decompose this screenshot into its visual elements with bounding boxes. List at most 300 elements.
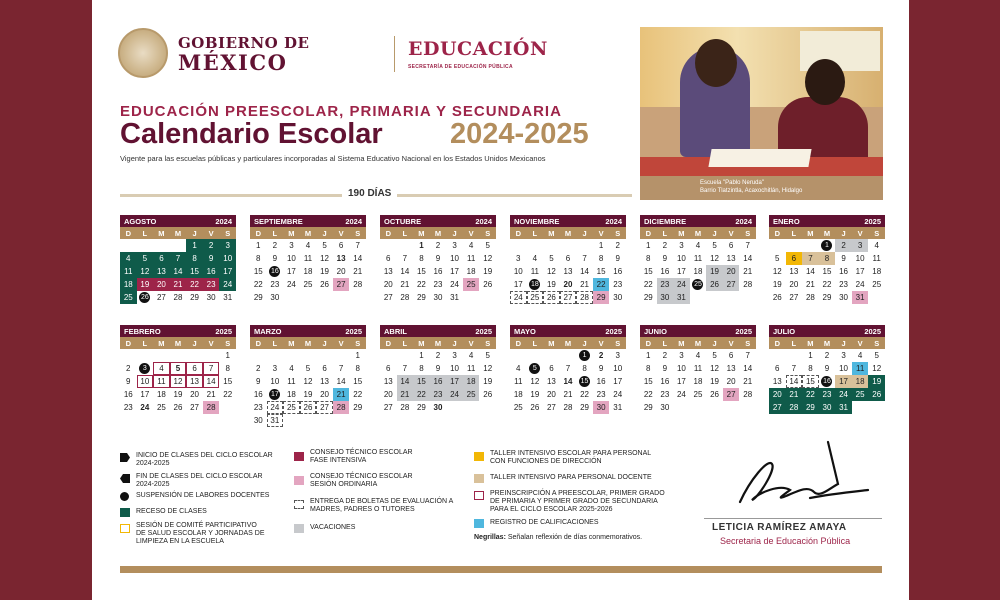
day-cell: 15	[253, 267, 263, 276]
day-cell: 8	[419, 254, 424, 263]
day-cell	[137, 362, 154, 375]
month-marzo	[250, 325, 366, 427]
weekday-header	[769, 227, 885, 239]
day-cell: 25	[527, 291, 544, 304]
day-cell	[527, 278, 544, 291]
day-cell: 17	[140, 390, 150, 399]
days-bar	[120, 188, 632, 202]
day-cell: 13	[546, 377, 556, 386]
logo-divider	[394, 36, 395, 72]
day-cell: 27	[316, 401, 333, 414]
day-cell: 2	[615, 241, 620, 250]
day-cell: 6	[338, 241, 344, 250]
day-cell: 7	[402, 364, 408, 373]
weekday-label: D	[255, 338, 261, 348]
logo-dependencia-sub: SECRETARÍA DE EDUCACIÓN PÚBLICA	[408, 64, 513, 70]
day-cell: 20	[336, 267, 346, 276]
day-cell: 4	[289, 364, 294, 373]
day-cell: 31	[267, 414, 284, 427]
day-cell: 16	[839, 267, 849, 276]
day-cell: 7	[745, 351, 750, 360]
taller-direccion-swatch	[474, 452, 484, 461]
weekday-label: L	[402, 228, 408, 238]
month-name: JUNIO	[644, 326, 667, 336]
photo-paper	[708, 149, 811, 167]
empty-cell	[170, 239, 187, 252]
day-cell: 1	[598, 241, 604, 250]
day-cell: 14	[400, 267, 410, 276]
photo-girl-head	[695, 39, 737, 87]
legend-taller-docente: TALLER INTENSIVO PARA PERSONAL DOCENTE	[490, 474, 652, 481]
day-cell: 17	[450, 267, 460, 276]
day-cell: 8	[256, 254, 261, 263]
day-cell: 17	[613, 377, 623, 386]
day-cell: 24	[140, 403, 150, 412]
day-cell: 11	[153, 375, 170, 388]
day-cell: 27	[383, 293, 393, 302]
day-cell: 1	[419, 351, 424, 360]
day-grid	[510, 239, 626, 304]
month-year: 2025	[605, 326, 622, 336]
day-number: 15	[580, 378, 589, 385]
day-cell: 21	[563, 390, 573, 399]
weekday-label: M	[304, 338, 312, 348]
legend-negrillas-label: Negrillas:	[474, 534, 506, 541]
day-cell: 26	[530, 403, 540, 412]
day-cell	[267, 265, 284, 278]
weekday-header	[380, 337, 496, 349]
weekday-label: V	[857, 228, 863, 238]
month-septiembre	[250, 215, 366, 304]
day-cell: 14	[203, 375, 220, 388]
vacaciones-swatch	[294, 524, 304, 533]
day-cell: 14	[563, 377, 573, 386]
weekday-label: D	[774, 228, 780, 238]
day-cell: 27	[190, 403, 200, 412]
weekday-label: S	[615, 338, 621, 348]
days-count: 190 DÍAS	[342, 188, 397, 199]
day-cell: 27	[723, 278, 740, 291]
day-cell: 11	[693, 364, 703, 373]
day-cell: 15	[413, 375, 430, 388]
empty-cell	[153, 349, 170, 362]
empty-cell	[267, 349, 284, 362]
day-cell: 12	[170, 375, 187, 388]
month-mayo	[510, 325, 626, 414]
legend-cte-ordinaria: CONSEJO TÉCNICO ESCOLAR SESIÓN ORDINARIA	[310, 473, 413, 488]
preinscripcion-swatch	[474, 491, 484, 500]
weekday-label: J	[712, 228, 717, 238]
day-cell: 30	[270, 293, 280, 302]
day-cell: 12	[303, 377, 313, 386]
empty-cell	[203, 349, 220, 362]
day-cell: 30	[206, 293, 216, 302]
day-cell: 25	[303, 280, 313, 289]
day-cell: 12	[530, 377, 540, 386]
day-cell: 24	[446, 388, 463, 401]
weekday-label: M	[434, 228, 442, 238]
day-cell: 15	[223, 377, 233, 386]
day-cell: 27	[156, 293, 166, 302]
month-noviembre	[510, 215, 626, 304]
day-cell: 22	[416, 280, 426, 289]
day-cell: 22	[353, 390, 363, 399]
day-cell: 11	[466, 254, 476, 263]
day-cell: 12	[546, 267, 556, 276]
month-header	[769, 215, 885, 227]
day-cell: 16	[660, 267, 670, 276]
day-cell: 8	[819, 252, 836, 265]
empty-cell	[120, 349, 137, 362]
month-header	[250, 325, 366, 337]
day-number: 16	[823, 378, 831, 385]
day-cell: 26	[173, 403, 183, 412]
day-grid	[640, 349, 756, 414]
day-cell: 11	[852, 362, 869, 375]
day-cell: 16	[253, 390, 263, 399]
weekday-label: V	[338, 338, 344, 348]
day-cell: 16	[123, 390, 133, 399]
day-cell: 28	[400, 293, 410, 302]
day-cell: 4	[874, 241, 879, 250]
day-cell: 21	[743, 377, 753, 386]
month-header	[250, 215, 366, 227]
day-cell: 4	[695, 351, 701, 360]
header-vigencia: Vigente para las escuelas públicas y particulares incorporadas al Sistema Educativo Nacional en los Estados Unidos Mexicanos	[120, 154, 546, 163]
month-header	[380, 325, 496, 337]
day-number: 17	[270, 391, 279, 398]
weekday-header	[380, 227, 496, 239]
month-name: DICIEMBRE	[644, 216, 687, 226]
legend-boletas: ENTREGA DE BOLETAS DE EVALUACIÓN A MADRES, PADRES O TUTORES	[310, 498, 453, 513]
empty-cell	[397, 239, 414, 252]
day-cell	[576, 349, 593, 362]
day-cell: 18	[303, 267, 313, 276]
day-grid	[120, 349, 236, 414]
signature-line	[704, 518, 882, 519]
day-cell: 2	[272, 241, 278, 250]
month-abril	[380, 325, 496, 414]
day-cell: 22	[643, 390, 653, 399]
day-cell: 28	[563, 403, 573, 412]
empty-cell	[397, 349, 414, 362]
day-cell: 17	[676, 267, 686, 276]
day-grid	[250, 239, 366, 304]
empty-cell	[380, 349, 397, 362]
day-cell: 1	[419, 241, 424, 250]
day-cell: 23	[433, 280, 443, 289]
weekday-label: M	[694, 338, 702, 348]
day-cell: 23	[270, 280, 280, 289]
day-cell: 9	[272, 254, 278, 263]
day-cell: 21	[805, 280, 815, 289]
fin-icon	[120, 474, 130, 483]
weekday-label: M	[807, 338, 814, 348]
day-cell: 10	[613, 364, 623, 373]
day-cell: 8	[598, 254, 604, 263]
day-cell: 25	[156, 403, 166, 412]
empty-cell	[560, 239, 577, 252]
day-cell: 14	[397, 375, 414, 388]
weekday-label: V	[728, 338, 734, 348]
day-cell: 17	[446, 375, 463, 388]
day-cell: 13	[726, 364, 736, 373]
day-cell: 19	[303, 390, 313, 399]
day-cell: 11	[693, 254, 703, 263]
day-grid	[510, 349, 626, 414]
day-cell: 18	[156, 390, 166, 399]
day-cell: 27	[333, 278, 350, 291]
weekday-header	[640, 337, 756, 349]
day-cell: 29	[643, 403, 653, 412]
day-cell: 13	[336, 254, 346, 263]
day-cell: 13	[383, 377, 393, 386]
day-cell: 26	[300, 401, 317, 414]
day-cell: 5	[485, 351, 490, 360]
weekday-label: J	[322, 338, 327, 348]
weekday-label: M	[807, 228, 814, 238]
weekday-label: J	[582, 338, 587, 348]
weekday-header	[640, 227, 756, 239]
day-cell: 17	[835, 375, 852, 388]
weekday-label: D	[645, 228, 651, 238]
day-cell: 10	[450, 254, 460, 263]
weekday-label: L	[402, 338, 408, 348]
day-cell: 21	[743, 267, 753, 276]
weekday-label: L	[791, 338, 797, 348]
empty-cell	[300, 349, 317, 362]
day-cell: 3	[452, 241, 457, 250]
day-cell: 29	[580, 403, 590, 412]
day-cell: 5	[322, 241, 327, 250]
day-cell: 23	[657, 278, 674, 291]
day-cell	[819, 375, 836, 388]
day-cell: 2	[256, 364, 261, 373]
day-cell: 8	[808, 364, 813, 373]
day-cell: 30	[593, 401, 610, 414]
day-cell: 15	[186, 265, 203, 278]
day-cell: 20	[383, 280, 393, 289]
day-cell: 12	[710, 364, 720, 373]
day-cell: 19	[530, 390, 540, 399]
weekday-label: M	[158, 338, 165, 348]
day-cell: 19	[483, 377, 493, 386]
legend-cte-intensiva: CONSEJO TÉCNICO ESCOLAR FASE INTENSIVA	[310, 449, 413, 464]
month-name: ENERO	[773, 216, 800, 226]
day-cell: 28	[576, 291, 593, 304]
day-cell: 20	[726, 377, 736, 386]
boletas-swatch	[294, 500, 304, 509]
empty-cell	[543, 349, 560, 362]
day-cell: 26	[706, 278, 723, 291]
signature-name: LETICIA RAMÍREZ AMAYA	[712, 522, 847, 533]
day-cell: 7	[791, 364, 797, 373]
day-cell: 21	[170, 278, 187, 291]
weekday-label: V	[468, 338, 474, 348]
day-cell: 7	[745, 241, 750, 250]
day-number: 3	[139, 363, 150, 374]
day-cell: 24	[219, 278, 236, 291]
weekday-label: V	[468, 228, 474, 238]
header-subtitle: EDUCACIÓN PREESCOLAR, PRIMARIA Y SECUNDARIA	[120, 103, 562, 120]
day-cell: 11	[303, 254, 313, 263]
day-cell: 18	[693, 377, 703, 386]
weekday-label: J	[841, 338, 846, 348]
day-cell: 11	[530, 267, 539, 276]
day-cell: 16	[203, 265, 220, 278]
day-cell: 15	[416, 267, 426, 276]
day-cell: 14	[336, 377, 346, 386]
month-enero	[769, 215, 885, 304]
empty-cell	[316, 349, 333, 362]
logo-gobierno-line2: MÉXICO	[178, 50, 288, 75]
day-cell: 14	[353, 254, 363, 263]
comite-swatch	[120, 524, 130, 533]
day-cell: 6	[549, 364, 554, 373]
day-cell: 24	[673, 278, 690, 291]
empty-cell	[802, 239, 819, 252]
weekday-header	[120, 337, 236, 349]
day-cell: 17	[676, 377, 686, 386]
inicio-icon	[120, 453, 130, 462]
month-name: MARZO	[254, 326, 282, 336]
day-cell: 21	[353, 267, 363, 276]
weekday-header	[510, 337, 626, 349]
day-cell: 13	[153, 265, 170, 278]
weekday-label: M	[694, 228, 702, 238]
empty-cell	[120, 239, 137, 252]
weekday-header	[250, 227, 366, 239]
day-cell: 29	[822, 293, 832, 302]
weekday-label: S	[225, 338, 231, 348]
cte-intensiva-swatch	[294, 452, 304, 461]
national-seal-icon	[118, 28, 168, 78]
day-cell: 6	[322, 364, 327, 373]
day-cell: 14	[170, 265, 187, 278]
month-year: 2025	[215, 326, 232, 336]
day-cell: 6	[186, 362, 203, 375]
weekday-label: J	[192, 228, 197, 238]
legend-inicio: INICIO DE CLASES DEL CICLO ESCOLAR 2024-2025	[136, 452, 273, 467]
day-cell: 2	[835, 239, 852, 252]
day-cell: 28	[786, 401, 803, 414]
day-cell: 31	[223, 293, 233, 302]
day-cell: 25	[872, 280, 882, 289]
taller-docente-swatch	[474, 474, 484, 483]
weekday-label: D	[515, 338, 521, 348]
day-number: 1	[579, 350, 590, 361]
day-cell: 5	[874, 351, 879, 360]
day-cell: 23	[613, 280, 623, 289]
day-cell: 8	[646, 364, 651, 373]
day-cell: 4	[468, 351, 474, 360]
month-febrero	[120, 325, 236, 414]
day-cell: 5	[549, 254, 554, 263]
day-cell: 4	[305, 241, 311, 250]
day-cell: 9	[126, 377, 131, 386]
day-cell: 8	[225, 364, 230, 373]
month-header	[380, 215, 496, 227]
legend-suspension: SUSPENSIÓN DE LABORES DOCENTES	[136, 492, 270, 499]
day-cell: 2	[203, 239, 220, 252]
day-cell: 23	[123, 403, 133, 412]
cte-ordinaria-swatch	[294, 476, 304, 485]
day-cell: 11	[120, 265, 137, 278]
weekday-label: L	[272, 228, 278, 238]
empty-cell	[170, 349, 187, 362]
day-cell: 17	[219, 265, 236, 278]
day-cell: 1	[355, 351, 360, 360]
day-cell: 24	[855, 280, 865, 289]
day-cell: 1	[808, 351, 813, 360]
day-cell: 29	[593, 291, 610, 304]
day-cell	[576, 375, 593, 388]
month-year: 2025	[864, 326, 881, 336]
day-cell: 3	[615, 351, 620, 360]
empty-cell	[786, 349, 803, 362]
weekday-label: L	[791, 228, 797, 238]
month-name: OCTUBRE	[384, 216, 422, 226]
month-year: 2024	[475, 216, 492, 226]
day-cell: 15	[596, 267, 606, 276]
empty-cell	[527, 239, 544, 252]
weekday-label: D	[125, 338, 131, 348]
day-cell: 22	[593, 278, 610, 291]
day-cell: 25	[852, 388, 869, 401]
day-cell: 21	[397, 388, 414, 401]
day-cell: 18	[286, 390, 296, 399]
day-grid	[640, 239, 756, 304]
weekday-label: M	[564, 338, 572, 348]
weekday-header	[510, 227, 626, 239]
day-cell: 31	[450, 293, 460, 302]
logo-gobierno-line1: GOBIERNO DE	[178, 34, 310, 52]
weekday-label: M	[548, 338, 555, 348]
weekday-label: J	[452, 338, 457, 348]
day-cell: 1	[646, 351, 651, 360]
weekday-label: M	[418, 228, 425, 238]
month-name: MAYO	[514, 326, 536, 336]
day-cell: 28	[353, 280, 363, 289]
day-cell: 17	[855, 267, 865, 276]
day-cell: 10	[676, 254, 686, 263]
weekday-label: S	[874, 228, 880, 238]
day-cell: 13	[383, 267, 393, 276]
day-cell: 1	[225, 351, 230, 360]
month-year: 2025	[475, 326, 492, 336]
weekday-label: M	[288, 338, 295, 348]
month-agosto	[120, 215, 236, 304]
day-cell: 24	[835, 388, 852, 401]
day-cell: 19	[772, 280, 782, 289]
weekday-header	[120, 227, 236, 239]
day-number: 25	[694, 281, 702, 288]
day-cell: 29	[190, 293, 200, 302]
legend-taller-direccion: TALLER INTENSIVO ESCOLAR PARA PERSONAL CON FUNCIONES DE DIRECCIÓN	[490, 450, 651, 465]
day-cell: 5	[712, 351, 717, 360]
day-cell: 4	[857, 351, 863, 360]
day-cell: 9	[824, 364, 830, 373]
day-cell: 22	[413, 388, 430, 401]
day-cell: 14	[805, 267, 815, 276]
day-cell: 7	[355, 241, 360, 250]
day-cell: 24	[613, 390, 623, 399]
day-cell: 27	[560, 291, 577, 304]
day-cell: 20	[563, 280, 573, 289]
day-cell: 20	[789, 280, 799, 289]
month-year: 2024	[345, 216, 362, 226]
day-cell: 15	[802, 375, 819, 388]
